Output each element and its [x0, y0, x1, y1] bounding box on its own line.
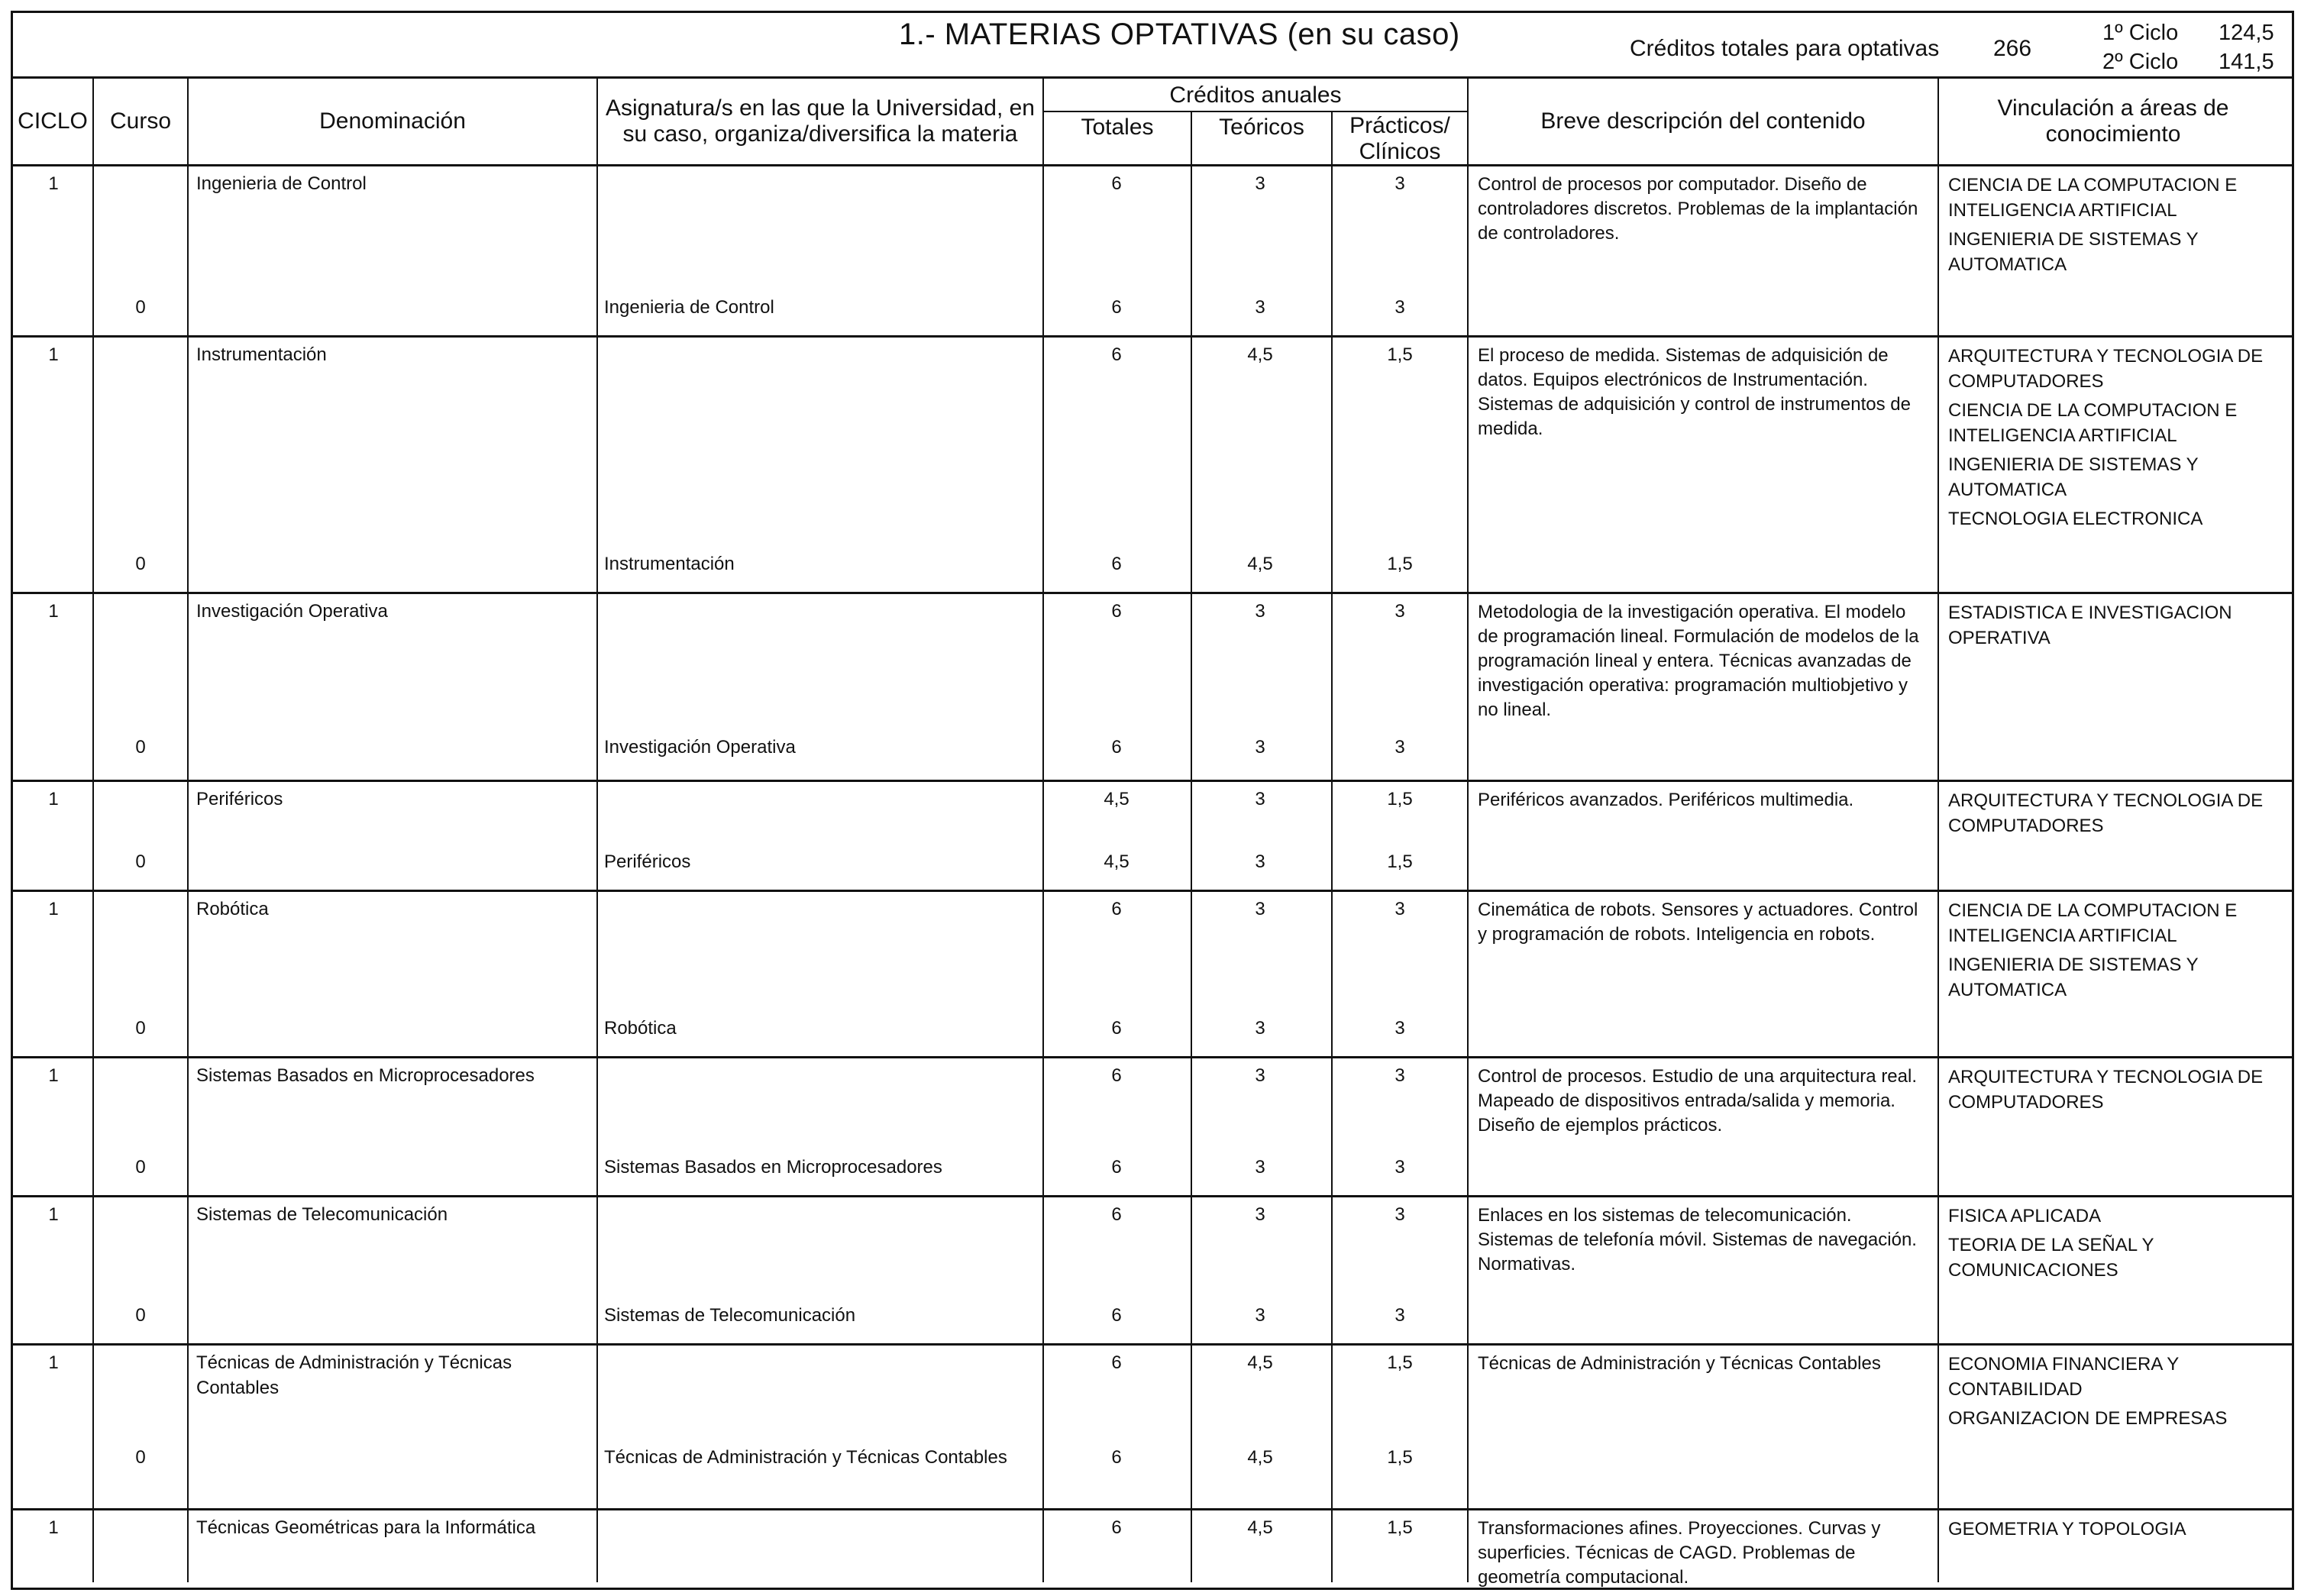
column-rule: [187, 782, 189, 890]
column-rule: [92, 892, 94, 1056]
column-rule: [1467, 1058, 1469, 1195]
column-rule: [1331, 1058, 1333, 1195]
column-rule: [1331, 782, 1333, 890]
materia-areas: [1948, 173, 2269, 281]
column-rule: [596, 166, 598, 335]
asignatura-nombre: Investigación Operativa: [604, 737, 796, 758]
table-header: [11, 76, 2294, 166]
column-rule: [92, 338, 94, 592]
asignatura-nombre: Periféricos: [604, 851, 691, 872]
asignatura-teoricos: 3: [1255, 737, 1265, 758]
column-rule: [187, 166, 189, 335]
column-rule: [1331, 1197, 1333, 1343]
materia-row: [13, 338, 2292, 594]
asignatura-practicos: 3: [1394, 737, 1405, 758]
header-denominacion: Denominación: [319, 108, 466, 134]
column-rule: [1937, 782, 1939, 890]
materia-descripcion: Técnicas de Administración y Técnicas Contables: [1478, 1353, 1881, 1374]
materia-teoricos: 3: [1255, 899, 1265, 919]
column-rule: [1191, 594, 1192, 780]
asignatura-curso: 0: [135, 297, 146, 318]
column-rule: [1191, 166, 1192, 335]
materias-table: [11, 166, 2294, 1590]
asignatura-teoricos: 4,5: [1247, 554, 1273, 574]
column-rule: [187, 1510, 189, 1582]
area-conocimiento: CIENCIA DE LA COMPUTACION E INTELIGENCIA ARTIFICIAL: [1948, 175, 2238, 221]
column-rule: [1331, 338, 1333, 592]
asignatura-practicos: 1,5: [1387, 851, 1413, 872]
materia-teoricos: 3: [1255, 173, 1265, 194]
column-rule: [596, 1058, 598, 1195]
materia-practicos: 3: [1394, 1204, 1405, 1225]
materia-teoricos: 3: [1255, 1204, 1265, 1225]
materia-row: [13, 166, 2292, 338]
header-teoricos: Teóricos: [1219, 115, 1304, 140]
area-conocimiento: ARQUITECTURA Y TECNOLOGIA DE COMPUTADORES: [1948, 1067, 2264, 1113]
total-credits-value: 266: [1993, 36, 2032, 61]
materia-totales: 6: [1111, 1352, 1122, 1373]
column-rule: [1937, 1510, 1939, 1582]
page-title: 1.- MATERIAS OPTATIVAS (en su caso): [899, 18, 1460, 51]
materia-descripcion: Transformaciones afines. Proyecciones. Curvas y superficies. Técnicas de CAGD. Problemas de geometría computacional.: [1478, 1518, 1881, 1588]
column-rule: [596, 892, 598, 1056]
column-rule: [1467, 1510, 1469, 1582]
asignatura-practicos: 3: [1394, 1018, 1405, 1039]
asignatura-nombre: Robótica: [604, 1018, 677, 1039]
materia-practicos: 3: [1394, 899, 1405, 919]
asignatura-curso: 0: [135, 1018, 146, 1039]
area-conocimiento: TEORIA DE LA SEÑAL Y COMUNICACIONES: [1948, 1235, 2154, 1281]
materia-descripcion: Control de procesos por computador. Diseño de controladores discretos. Problemas de la implantación de controladores.: [1478, 174, 1918, 244]
asignatura-curso: 0: [135, 737, 146, 758]
column-rule: [596, 1197, 598, 1343]
column-rule: [1331, 594, 1333, 780]
asignatura-totales: 6: [1111, 1305, 1122, 1326]
column-rule: [1331, 892, 1333, 1056]
asignatura-totales: 6: [1111, 737, 1122, 758]
materia-areas: [1948, 1203, 2269, 1287]
asignatura-nombre: Técnicas de Administración y Técnicas Contables: [604, 1447, 1007, 1468]
asignatura-practicos: 1,5: [1387, 554, 1413, 574]
column-rule: [596, 782, 598, 890]
column-rule: [92, 1346, 94, 1508]
asignatura-practicos: 3: [1394, 1305, 1405, 1326]
column-rule: [92, 1058, 94, 1195]
materia-denominacion: Robótica: [196, 899, 269, 919]
materia-practicos: 1,5: [1387, 1517, 1413, 1538]
area-conocimiento: GEOMETRIA Y TOPOLOGIA: [1948, 1519, 2186, 1539]
materia-areas: [1948, 898, 2269, 1006]
header-ciclo: CICLO: [18, 108, 88, 134]
materia-totales: 6: [1111, 344, 1122, 365]
area-conocimiento: ARQUITECTURA Y TECNOLOGIA DE COMPUTADORES: [1948, 790, 2264, 836]
column-rule: [1042, 892, 1044, 1056]
column-rule: [187, 338, 189, 592]
column-rule: [1331, 166, 1333, 335]
area-conocimiento: INGENIERIA DE SISTEMAS Y AUTOMATICA: [1948, 955, 2199, 1000]
area-conocimiento: INGENIERIA DE SISTEMAS Y AUTOMATICA: [1948, 229, 2199, 275]
header-curso: Curso: [109, 108, 172, 134]
column-rule: [1042, 338, 1044, 592]
asignatura-nombre: Instrumentación: [604, 554, 735, 574]
materia-denominacion: Ingenieria de Control: [196, 173, 367, 194]
asignatura-totales: 6: [1111, 1447, 1122, 1468]
materia-denominacion: Instrumentación: [196, 344, 327, 365]
asignatura-teoricos: 3: [1255, 851, 1265, 872]
materia-areas: [1948, 344, 2269, 535]
materia-totales: 6: [1111, 899, 1122, 919]
asignatura-curso: 0: [135, 1305, 146, 1326]
column-rule: [92, 166, 94, 335]
asignatura-totales: 6: [1111, 297, 1122, 318]
materia-denominacion: Técnicas Geométricas para la Informática: [196, 1517, 536, 1538]
asignatura-teoricos: 4,5: [1247, 1447, 1273, 1468]
cycle-1-name: 1º Ciclo: [2102, 21, 2179, 45]
materia-row: [13, 1197, 2292, 1346]
materia-row: [13, 1510, 2292, 1588]
materia-row: [13, 1346, 2292, 1510]
materia-practicos: 1,5: [1387, 789, 1413, 809]
column-rule: [187, 1197, 189, 1343]
asignatura-totales: 6: [1111, 1018, 1122, 1039]
materia-teoricos: 3: [1255, 1065, 1265, 1086]
materia-descripcion: Cinemática de robots. Sensores y actuadores. Control y programación de robots. Inteligencia en robots.: [1478, 900, 1918, 945]
area-conocimiento: ARQUITECTURA Y TECNOLOGIA DE COMPUTADORES: [1948, 346, 2264, 392]
materia-denominacion: Sistemas Basados en Microprocesadores: [196, 1065, 535, 1086]
asignatura-teoricos: 3: [1255, 297, 1265, 318]
materia-ciclo: 1: [48, 344, 59, 365]
column-rule: [1191, 1510, 1192, 1582]
column-rule: [92, 594, 94, 780]
column-rule: [1191, 1058, 1192, 1195]
materia-row: [13, 594, 2292, 782]
materia-practicos: 3: [1394, 1065, 1405, 1086]
column-rule: [92, 782, 94, 890]
column-rule: [1937, 338, 1939, 592]
materia-ciclo: 1: [48, 1517, 59, 1538]
materia-totales: 6: [1111, 1517, 1122, 1538]
asignatura-teoricos: 3: [1255, 1305, 1265, 1326]
column-rule: [1467, 1346, 1469, 1508]
asignatura-curso: 0: [135, 554, 146, 574]
materia-descripcion: Periféricos avanzados. Periféricos multimedia.: [1478, 790, 1854, 810]
materia-ciclo: 1: [48, 1352, 59, 1373]
materia-ciclo: 1: [48, 1065, 59, 1086]
materia-ciclo: 1: [48, 601, 59, 622]
header-totales: Totales: [1081, 115, 1154, 140]
asignatura-nombre: Sistemas de Telecomunicación: [604, 1305, 856, 1326]
area-conocimiento: ORGANIZACION DE EMPRESAS: [1948, 1408, 2228, 1429]
asignatura-curso: 0: [135, 1447, 146, 1468]
asignatura-practicos: 3: [1394, 297, 1405, 318]
header-descripcion: Breve descripción del contenido: [1540, 108, 1866, 134]
column-rule: [92, 1197, 94, 1343]
title-strip: [11, 11, 2294, 76]
header-practicos: Prácticos/ Clínicos: [1349, 113, 1450, 164]
asignatura-practicos: 3: [1394, 1157, 1405, 1178]
materia-teoricos: 3: [1255, 789, 1265, 809]
column-rule: [1042, 1346, 1044, 1508]
column-rule: [1042, 594, 1044, 780]
asignatura-nombre: Ingenieria de Control: [604, 297, 774, 318]
column-rule: [1191, 338, 1192, 592]
materia-denominacion: Técnicas de Administración y Técnicas Contables: [196, 1352, 512, 1398]
column-rule: [1937, 1058, 1939, 1195]
column-rule: [596, 338, 598, 592]
materia-descripcion: Control de procesos. Estudio de una arquitectura real. Mapeado de dispositivos entrada/salida y memoria. Diseño de ejemplos prácticos.: [1478, 1066, 1918, 1136]
materia-ciclo: 1: [48, 789, 59, 809]
total-credits-label: Créditos totales para optativas: [1630, 36, 1940, 61]
asignatura-teoricos: 3: [1255, 1018, 1265, 1039]
asignatura-practicos: 1,5: [1387, 1447, 1413, 1468]
asignatura-curso: 0: [135, 851, 146, 872]
area-conocimiento: FISICA APLICADA: [1948, 1206, 2102, 1226]
materia-denominacion: Sistemas de Telecomunicación: [196, 1204, 448, 1225]
column-rule: [1042, 1058, 1044, 1195]
materia-totales: 6: [1111, 173, 1122, 194]
materia-totales: 4,5: [1104, 789, 1129, 809]
materia-areas: [1948, 1352, 2269, 1435]
area-conocimiento: CIENCIA DE LA COMPUTACION E INTELIGENCIA ARTIFICIAL: [1948, 400, 2238, 446]
materia-denominacion: Periféricos: [196, 789, 283, 809]
area-conocimiento: ESTADISTICA E INVESTIGACION OPERATIVA: [1948, 603, 2232, 648]
asignatura-nombre: Sistemas Basados en Microprocesadores: [604, 1157, 942, 1178]
materia-areas: [1948, 1517, 2269, 1546]
materia-practicos: 1,5: [1387, 1352, 1413, 1373]
column-rule: [1042, 1510, 1044, 1582]
materia-areas: [1948, 1065, 2269, 1119]
column-rule: [1467, 1197, 1469, 1343]
column-rule: [1937, 166, 1939, 335]
column-rule: [1467, 892, 1469, 1056]
cycle-2-value: 141,5: [2219, 50, 2274, 74]
asignatura-curso: 0: [135, 1157, 146, 1178]
column-rule: [596, 1346, 598, 1508]
cycle-1-value: 124,5: [2219, 21, 2274, 45]
header-asignatura: Asignatura/s en las que la Universidad, en su caso, organiza/diversifica la materia: [605, 95, 1035, 147]
materia-denominacion: Investigación Operativa: [196, 601, 388, 622]
header-creditos-anuales: Créditos anuales: [1169, 82, 1342, 108]
column-rule: [1937, 892, 1939, 1056]
area-conocimiento: CIENCIA DE LA COMPUTACION E INTELIGENCIA ARTIFICIAL: [1948, 900, 2238, 946]
materia-teoricos: 4,5: [1247, 1352, 1273, 1373]
column-rule: [1191, 782, 1192, 890]
materia-ciclo: 1: [48, 173, 59, 194]
materia-teoricos: 4,5: [1247, 344, 1273, 365]
materia-ciclo: 1: [48, 899, 59, 919]
area-conocimiento: INGENIERIA DE SISTEMAS Y AUTOMATICA: [1948, 454, 2199, 500]
materia-descripcion: El proceso de medida. Sistemas de adquisición de datos. Equipos electrónicos de Instrumentación. Sistemas de adquisición y control de instrumentos de medida.: [1478, 345, 1911, 439]
area-conocimiento: TECNOLOGIA ELECTRONICA: [1948, 509, 2203, 529]
asignatura-teoricos: 3: [1255, 1157, 1265, 1178]
cycle-2-name: 2º Ciclo: [2102, 50, 2179, 74]
area-conocimiento: ECONOMIA FINANCIERA Y CONTABILIDAD: [1948, 1354, 2179, 1400]
column-rule: [1042, 782, 1044, 890]
materia-descripcion: Metodologia de la investigación operativa. El modelo de programación lineal. Formulación de modelos de la programación lineal y entera. Técnicas avanzadas de investigación operativa: programación multiobjetivo y no lineal.: [1478, 602, 1919, 720]
materia-row: [13, 1058, 2292, 1197]
column-rule: [1937, 594, 1939, 780]
column-rule: [1331, 1510, 1333, 1582]
column-rule: [92, 1510, 94, 1582]
asignatura-totales: 4,5: [1104, 851, 1129, 872]
materia-teoricos: 3: [1255, 601, 1265, 622]
materia-descripcion: Enlaces en los sistemas de telecomunicación. Sistemas de telefonía móvil. Sistemas de navegación. Normativas.: [1478, 1205, 1917, 1275]
column-rule: [596, 1510, 598, 1582]
column-rule: [1467, 594, 1469, 780]
materia-totales: 6: [1111, 1204, 1122, 1225]
column-rule: [596, 594, 598, 780]
column-rule: [1937, 1346, 1939, 1508]
materia-areas: [1948, 788, 2269, 842]
column-rule: [1042, 1197, 1044, 1343]
materia-row: [13, 782, 2292, 892]
asignatura-totales: 6: [1111, 554, 1122, 574]
column-rule: [1331, 1346, 1333, 1508]
column-rule: [1042, 166, 1044, 335]
header-vinculacion: Vinculación a áreas de conocimiento: [1997, 95, 2229, 147]
materia-totales: 6: [1111, 601, 1122, 622]
column-rule: [187, 1346, 189, 1508]
materia-teoricos: 4,5: [1247, 1517, 1273, 1538]
materia-practicos: 1,5: [1387, 344, 1413, 365]
column-rule: [1191, 892, 1192, 1056]
materia-practicos: 3: [1394, 173, 1405, 194]
asignatura-totales: 6: [1111, 1157, 1122, 1178]
column-rule: [1191, 1346, 1192, 1508]
materia-ciclo: 1: [48, 1204, 59, 1225]
materia-totales: 6: [1111, 1065, 1122, 1086]
column-rule: [1467, 338, 1469, 592]
materia-row: [13, 892, 2292, 1058]
column-rule: [187, 594, 189, 780]
column-rule: [187, 1058, 189, 1195]
materia-practicos: 3: [1394, 601, 1405, 622]
column-rule: [187, 892, 189, 1056]
column-rule: [1467, 782, 1469, 890]
column-rule: [1937, 1197, 1939, 1343]
materia-areas: [1948, 600, 2269, 654]
column-rule: [1467, 166, 1469, 335]
column-rule: [1191, 1197, 1192, 1343]
